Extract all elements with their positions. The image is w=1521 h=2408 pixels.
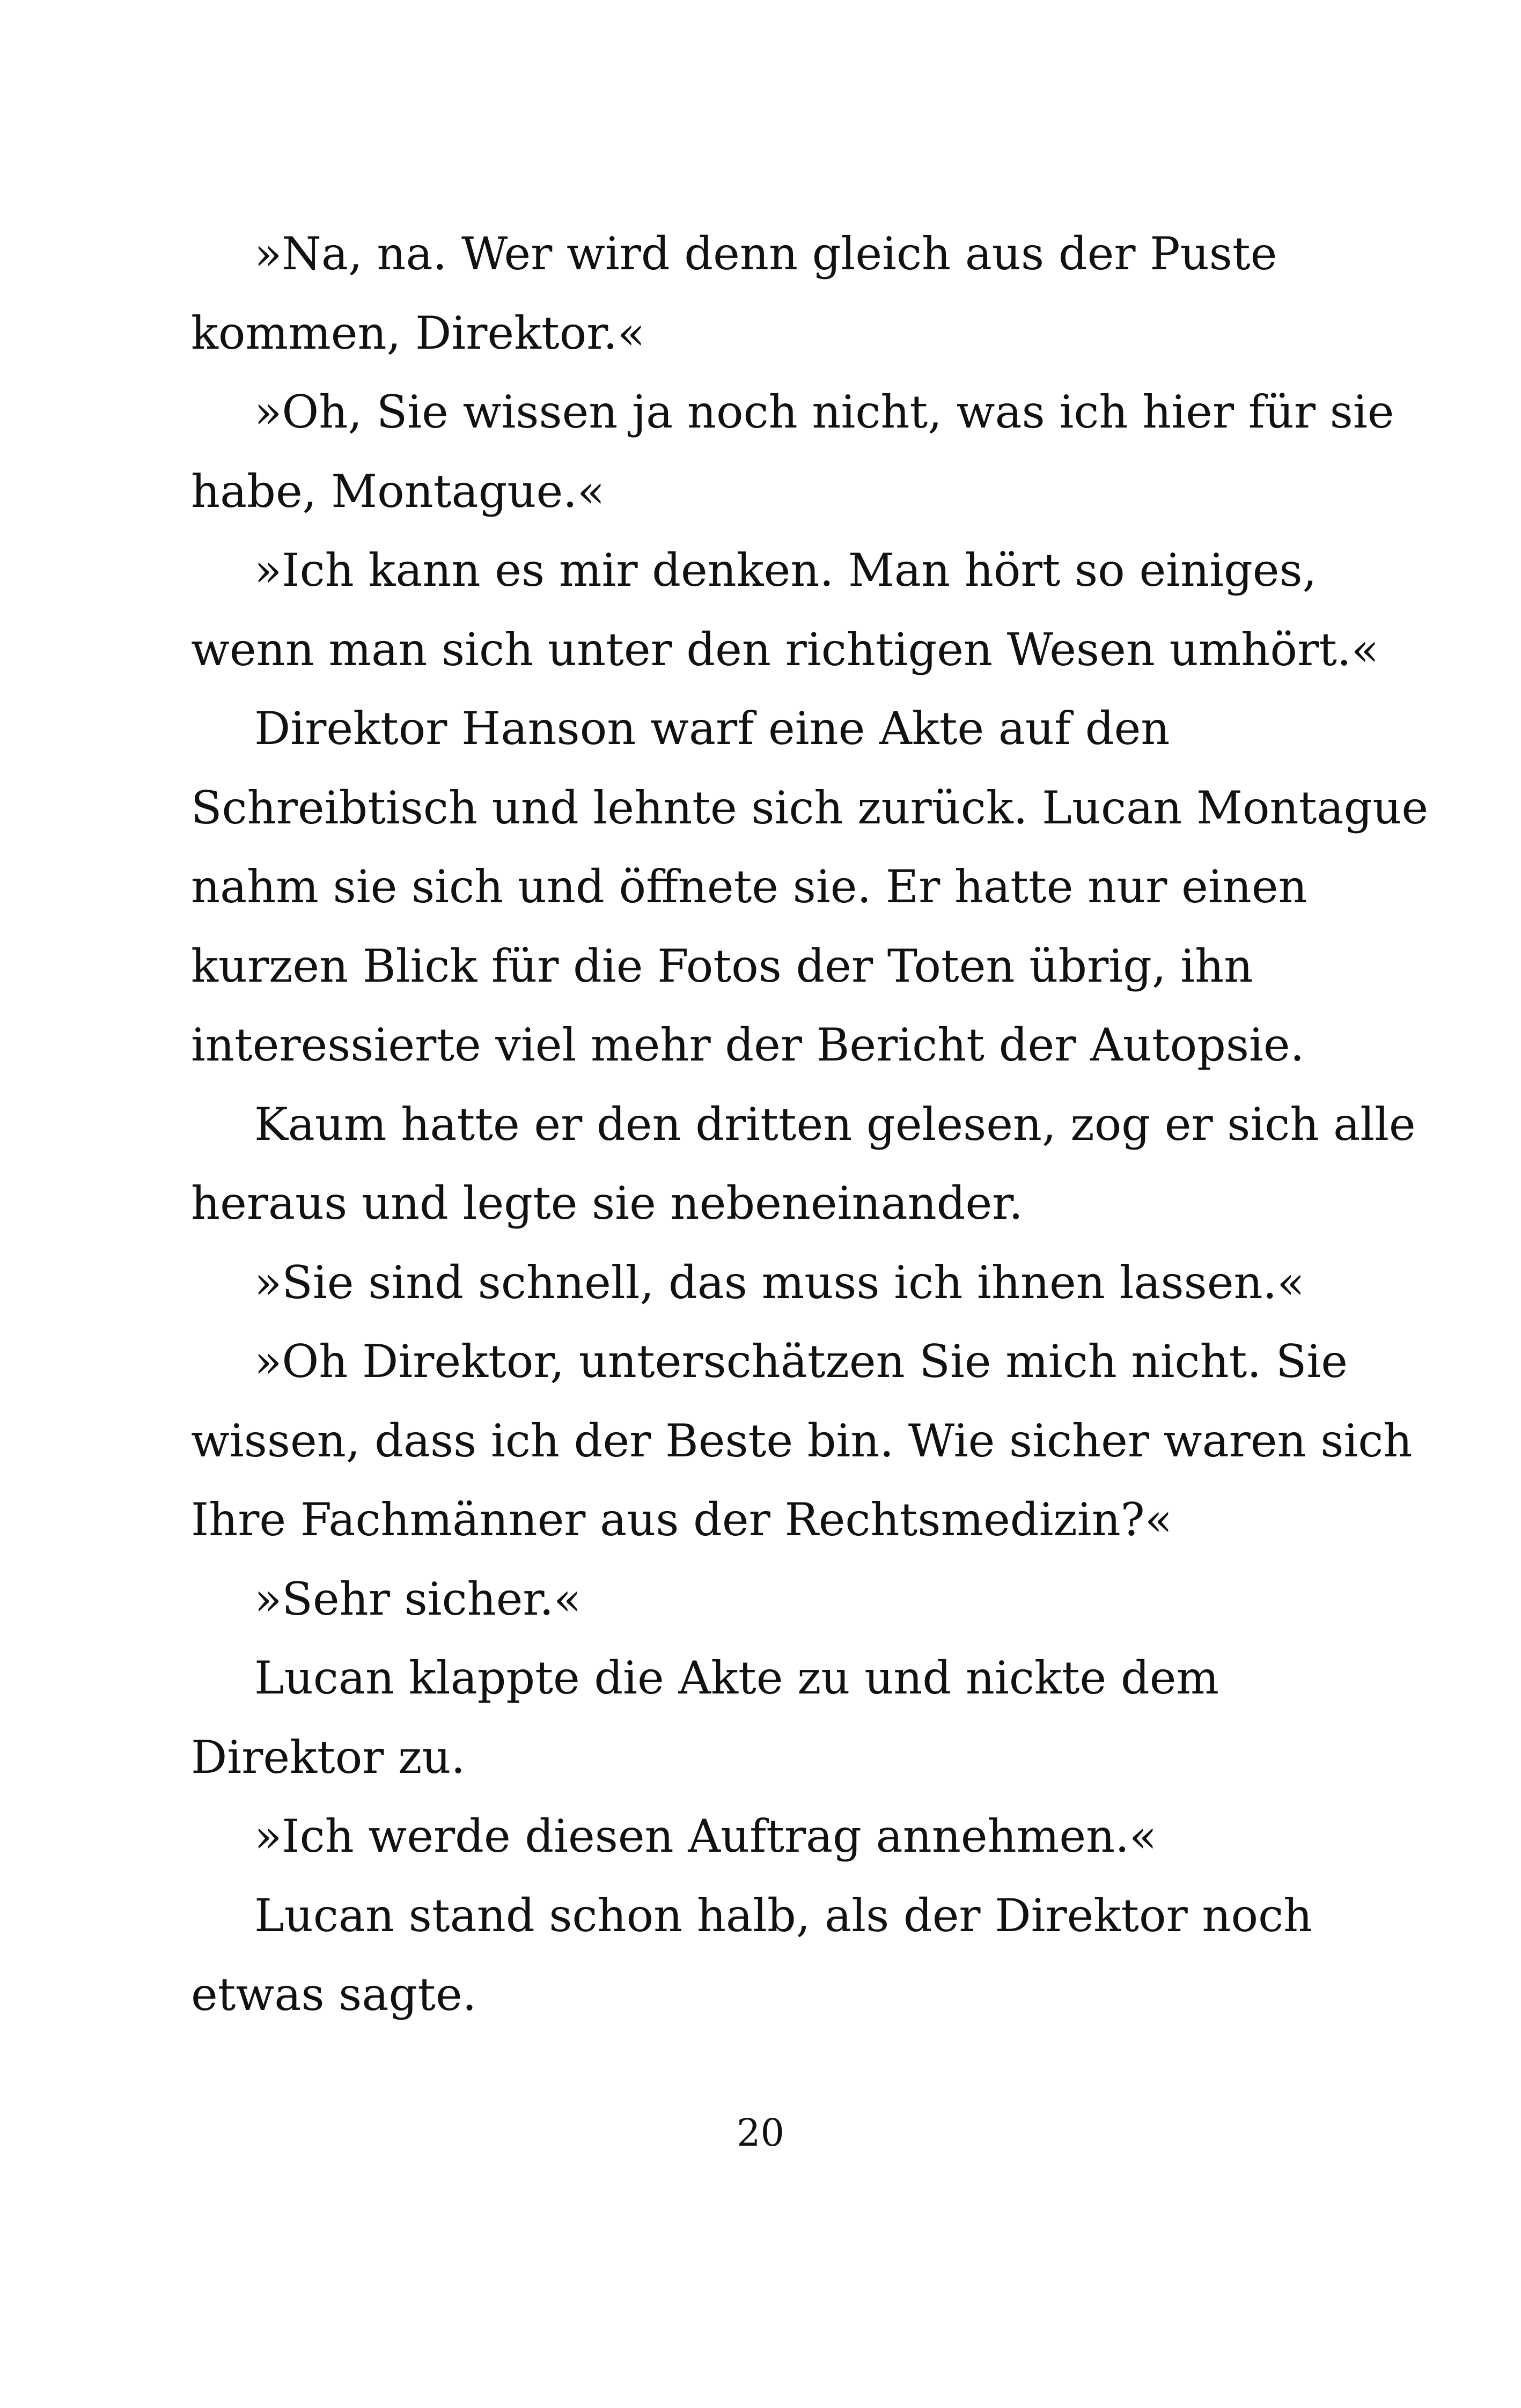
text-line: Schreibtisch und lehnte sich zurück. Lucan Montague — [191, 781, 1429, 834]
text-line: habe, Montague.« — [191, 465, 605, 518]
text-line: heraus und legte sie nebeneinander. — [191, 1177, 1023, 1229]
text-line: Lucan stand schon halb, als der Direktor noch — [254, 1889, 1313, 1942]
page-number: 20 — [736, 2111, 785, 2155]
text-line: wissen, dass ich der Beste bin. Wie sicher waren sich — [191, 1414, 1413, 1467]
text-line: Kaum hatte er den dritten gelesen, zog er sich alle — [254, 1098, 1416, 1151]
text-line: »Ich werde diesen Auftrag annehmen.« — [254, 1810, 1157, 1862]
text-line: interessierte viel mehr der Bericht der Autopsie. — [191, 1019, 1305, 1071]
text-line: »Oh Direktor, unterschätzen Sie mich nicht. Sie — [254, 1335, 1348, 1388]
text-line: »Ich kann es mir denken. Man hört so einiges, — [254, 544, 1317, 597]
text-line: Lucan klappte die Akte zu und nickte dem — [254, 1652, 1219, 1704]
text-line: nahm sie sich und öffnete sie. Er hatte nur einen — [191, 860, 1307, 913]
text-line: wenn man sich unter den richtigen Wesen umhört.« — [191, 623, 1379, 676]
text-line: etwas sagte. — [191, 1968, 477, 2021]
text-line: »Sie sind schnell, das muss ich ihnen lassen.« — [254, 1256, 1305, 1309]
text-line: »Na, na. Wer wird denn gleich aus der Puste — [254, 227, 1277, 280]
text-line: kommen, Direktor.« — [191, 306, 645, 359]
body-text — [191, 215, 1429, 2035]
text-line: kurzen Blick für die Fotos der Toten übrig, ihn — [191, 939, 1253, 992]
text-line: »Sehr sicher.« — [254, 1572, 582, 1625]
text-line: »Oh, Sie wissen ja noch nicht, was ich hier für sie — [254, 386, 1394, 438]
text-line: Ihre Fachmänner aus der Rechtsmedizin?« — [191, 1493, 1173, 1546]
text-line: Direktor zu. — [191, 1730, 466, 1784]
text-line: Direktor Hanson warf eine Akte auf den — [254, 702, 1170, 755]
